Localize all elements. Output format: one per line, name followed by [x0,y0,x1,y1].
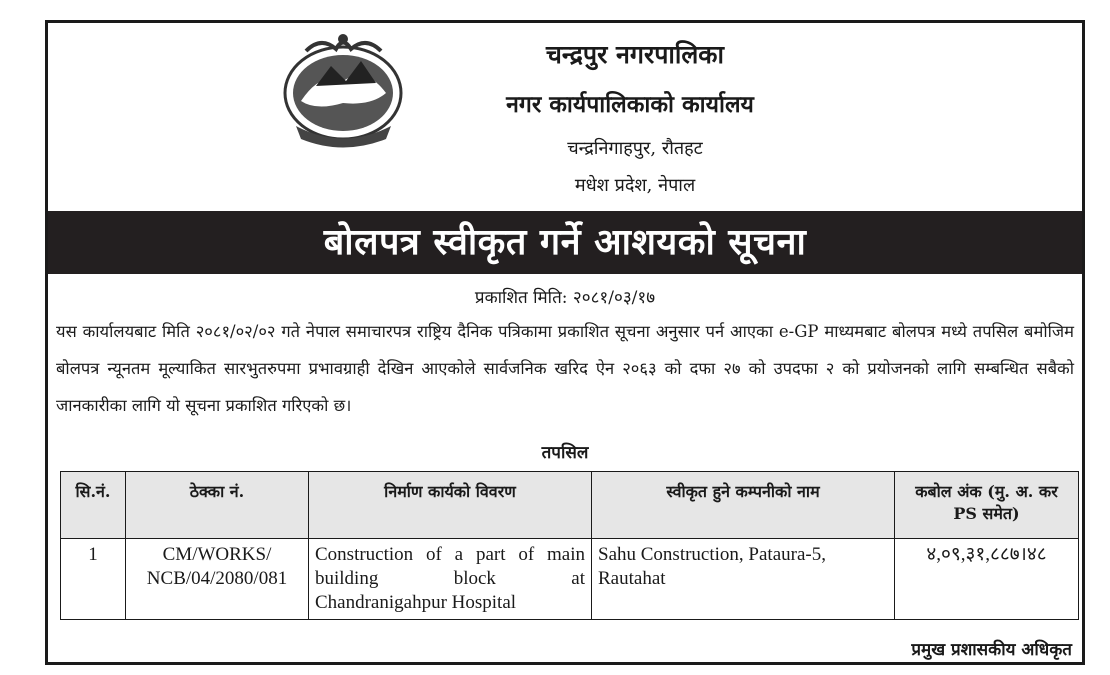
office-address-line2: मधेश प्रदेश, नेपाल [574,175,696,196]
header-bid-amount: कबोल अंक (मु. अ. कर PS समेत) [895,472,1079,539]
office-subtitle: नगर कार्यपालिकाको कार्यालय [506,91,754,118]
table-header-row [61,472,1079,539]
work-description-main: Construction of a part of main building block at [315,544,585,589]
header-contract-no: ठेक्का नं. [126,472,309,539]
header-work-description: निर्माण कार्यको विवरण [309,472,592,539]
cell-work-description [309,539,592,620]
work-description-last: Chandranigahpur Hospital [315,592,517,613]
office-address-line1: चन्द्रनिगाहपुर, रौतहट [567,138,703,159]
schedule-heading: तपसिल [541,443,589,463]
office-name: चन्द्रपुर नगरपालिका [546,40,724,69]
notice-title-banner: बोलपत्र स्वीकृत गर्ने आशयको सूचना [48,211,1082,274]
table-row [61,539,1079,620]
cell-contract-no: CM/WORKS/ NCB/04/2080/081 [126,539,309,620]
cell-serial-no: 1 [61,539,126,620]
award-table [60,471,1079,620]
published-date: प्रकाशित मिति: २०८१/०३/१७ [474,288,656,308]
cell-company-name: Sahu Construction, Pataura-5, Rautahat [592,539,895,620]
notice-frame [45,20,1085,665]
notice-body: यस कार्यालयबाट मिति २०८१/०२/०२ गते नेपाल समाचारपत्र राष्ट्रिय दैनिक पत्रिकामा प्रकाशित सूचना अनुसार पर्न आएका e-GP माध्यमबाट बोलपत्र मध्ये तपसिल बमोजिम बोलपत्र न्यूनतम मूल्याकित सारभुतरुपमा प्रभावग्राही देखिन आएकोले सार्वजनिक खरिद ऐन २०६३ को दफा २७ को उपदफा २ को प्रयोजनको लागि सम्बन्धित सबैको जानकारीका लागि यो सूचना प्रकाशित गरिएको छ। [56,322,1074,415]
header-company-name: स्वीकृत हुने कम्पनीको नाम [592,472,895,539]
header-serial-no: सि.नं. [61,472,126,539]
signatory-title: प्रमुख प्रशासकीय अधिकृत [911,640,1072,660]
cell-bid-amount: ४,०९,३१,८८७।४८ [895,539,1079,620]
